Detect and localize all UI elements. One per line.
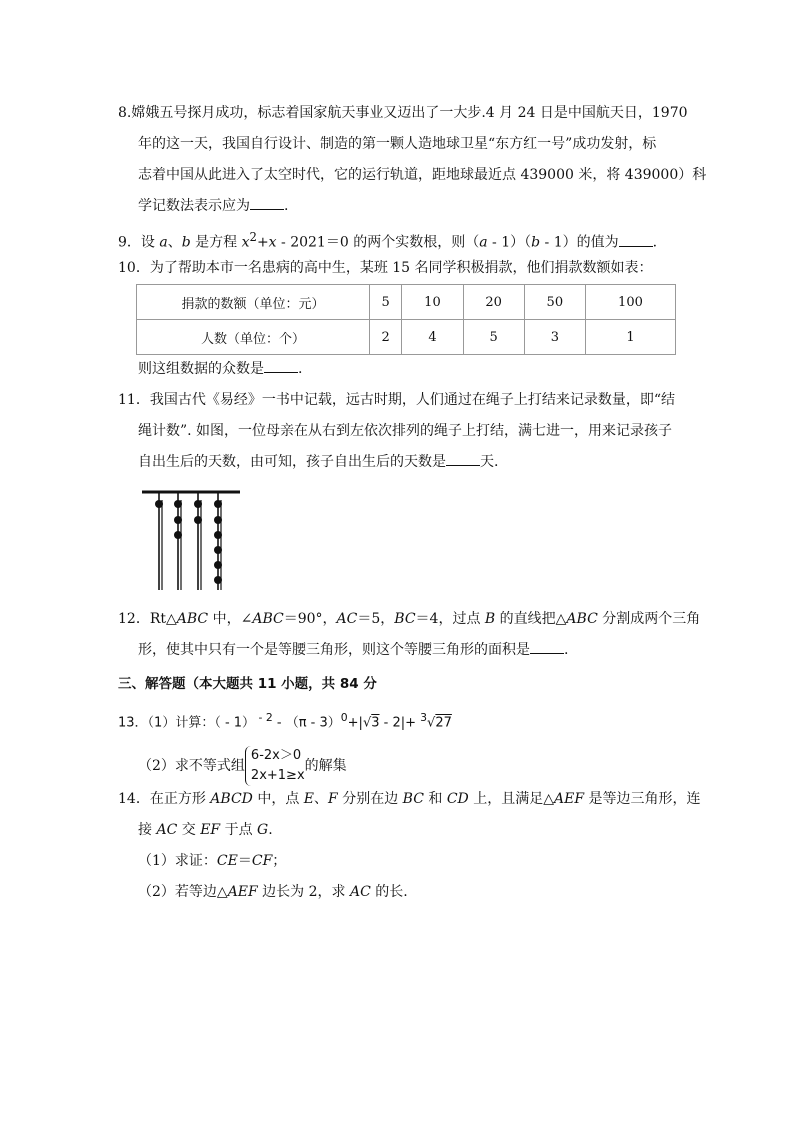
table-header-cell: 人数（单位：个） xyxy=(137,320,370,355)
q14-text: 接 xyxy=(138,822,157,838)
answer-blank xyxy=(264,360,298,373)
q12-text: 分割成两个三角 xyxy=(597,611,701,627)
q13-part1-label: （1）计算： xyxy=(147,715,215,731)
q14-text: 中，点 xyxy=(252,791,304,807)
knot xyxy=(214,576,222,584)
var-abc: ABC xyxy=(566,611,598,627)
var-b: b xyxy=(531,234,541,251)
q12-line-2 xyxy=(118,635,678,666)
q12-number: 12． xyxy=(118,611,150,627)
knot xyxy=(174,500,182,508)
table-cell: 50 xyxy=(524,285,585,320)
q14-text: 边长为 2，求 xyxy=(257,884,350,900)
exponent: 2 xyxy=(249,230,257,244)
var-ac: AC xyxy=(336,611,358,627)
var-a: a xyxy=(159,234,168,251)
radicand: 3 xyxy=(371,715,380,731)
q12-text: 的直线把△ xyxy=(495,611,567,627)
q9-end: . xyxy=(652,234,658,251)
q14-text: ＝ xyxy=(237,853,252,869)
knot xyxy=(214,546,222,554)
q10-end: . xyxy=(298,361,303,377)
var-aef: AEF xyxy=(227,884,258,900)
q10-text: 为了帮助本市一名患病的高中生，某班 15 名同学积极捐款，他们捐款数额如表： xyxy=(149,260,653,276)
q8-line-1 xyxy=(118,98,688,129)
var-x: x xyxy=(241,234,250,251)
knot xyxy=(214,500,222,508)
knot xyxy=(174,531,182,539)
q12-text: 中，∠ xyxy=(208,611,253,627)
q14-text: 是等边三角形，连 xyxy=(584,791,701,807)
q12-text: ＝90°， xyxy=(283,611,337,627)
q8-text-1: 嫦娥五号探月成功，标志着国家航天事业又迈出了一大步.4 月 24 日是中国航天日，1970 xyxy=(131,105,688,121)
q14-text: 、 xyxy=(314,791,329,807)
var-aef: AEF xyxy=(553,791,585,807)
q14-text: 的长. xyxy=(370,884,408,900)
q8-line-4 xyxy=(118,191,678,222)
q14-number: 14． xyxy=(118,791,150,807)
knot-rope-figure xyxy=(140,486,244,594)
q8-end: . xyxy=(284,198,289,214)
var-f: F xyxy=(328,791,338,807)
q12-end: . xyxy=(564,642,569,658)
knot xyxy=(214,531,222,539)
q14-text: 于点 xyxy=(220,822,258,838)
section-heading: 三、解答题（本大题共 11 小题，共 84 分 xyxy=(118,676,377,692)
donation-table xyxy=(136,284,676,355)
q14-text: 上，且满足△ xyxy=(468,791,554,807)
q9-number: 9． xyxy=(118,234,141,251)
q14-text: 在正方形 xyxy=(149,791,211,807)
var-ce: CE xyxy=(216,853,238,869)
q9-text: - 1）的值为 xyxy=(540,234,619,251)
var-g: G xyxy=(257,822,269,838)
table-cell: 20 xyxy=(463,285,524,320)
var-ef: EF xyxy=(200,822,221,838)
table-cell: 2 xyxy=(370,320,402,355)
q14-text: 和 xyxy=(423,791,447,807)
table-cell: 1 xyxy=(585,320,675,355)
exponent: - 2 xyxy=(255,711,273,724)
knot xyxy=(174,516,182,524)
exponent: 0 xyxy=(340,711,348,724)
q11-text-1: 我国古代《易经》一书中记载，远古时期，人们通过在绳子上打结来记录数量，即“结 xyxy=(149,392,675,408)
var-b: B xyxy=(484,611,496,627)
knot xyxy=(194,516,202,524)
q13-part2-label: （2）求不等式组 xyxy=(138,758,245,775)
var-x: x xyxy=(268,234,277,251)
q14-text: （1）求证： xyxy=(138,853,217,869)
q14-text: 分别在边 xyxy=(337,791,403,807)
q14-text: 交 xyxy=(177,822,201,838)
q8-line-3: 志着中国从此进入了太空时代，它的运行轨道，距地球最近点 439000 米，将 439000）科 xyxy=(138,167,707,183)
answer-blank xyxy=(446,453,480,466)
table-cell: 100 xyxy=(585,285,675,320)
radicand: 27 xyxy=(435,715,452,731)
var-ac: AC xyxy=(156,822,178,838)
q14-text: . xyxy=(268,822,273,838)
inequality-1: 6-2x＞0 xyxy=(250,748,302,764)
q8-text-4: 学记数法表示应为 xyxy=(138,198,250,214)
var-e: E xyxy=(303,791,315,807)
knot xyxy=(214,516,222,524)
q9-text: - 2021＝0 的两个实数根，则（ xyxy=(276,234,480,251)
expr: （ - 1） xyxy=(214,715,256,731)
q11-line-3 xyxy=(118,447,678,478)
question-10 xyxy=(118,253,678,284)
var-abc: ABC xyxy=(252,611,284,627)
question-11 xyxy=(118,385,678,478)
var-abcd: ABCD xyxy=(210,791,253,807)
q14-text: ； xyxy=(272,853,287,869)
answer-blank xyxy=(250,197,284,210)
question-12 xyxy=(118,604,701,666)
expr: +| xyxy=(347,715,363,731)
q12-text: ＝4，过点 xyxy=(415,611,485,627)
question-14 xyxy=(118,784,701,908)
var-bc: BC xyxy=(402,791,424,807)
q11-line-1 xyxy=(118,385,678,416)
table-cell: 4 xyxy=(402,320,463,355)
q10-after-text: 则这组数据的众数是 xyxy=(138,361,264,377)
q14-part-2 xyxy=(118,877,678,908)
q12-line-1 xyxy=(118,604,701,635)
q13-line-1 xyxy=(118,702,678,738)
q14-part-1 xyxy=(118,846,678,877)
table-cell: 5 xyxy=(370,285,402,320)
q11-text-3: 自出生后的天数，由可知，孩子自出生后的天数是 xyxy=(138,454,446,470)
knot xyxy=(155,500,163,508)
q14-line-1 xyxy=(118,784,701,815)
answer-blank xyxy=(619,234,653,247)
inequality-system xyxy=(245,746,305,786)
q10-number: 10． xyxy=(118,260,150,276)
q9-text: - 1）（ xyxy=(487,234,532,251)
table-header-cell: 捐款的数额（单位：元） xyxy=(137,285,370,320)
q11-line-2: 绳计数”. 如图，一位母亲在从右到左依次排列的绳子上打结，满七进一，用来记录孩子 xyxy=(138,423,673,439)
table-cell: 5 xyxy=(463,320,524,355)
var-a: a xyxy=(479,234,488,251)
q9-text: 、 xyxy=(167,234,182,251)
expr: - （π - 3） xyxy=(272,715,341,731)
q8-number: 8. xyxy=(118,105,132,121)
answer-blank xyxy=(530,641,564,654)
q10-after xyxy=(138,354,698,385)
table-row xyxy=(137,320,676,355)
q9-text: + xyxy=(256,234,269,251)
q13-part2-after: 的解集 xyxy=(304,758,347,775)
q13-number: 13． xyxy=(118,715,148,731)
q11-end: 天. xyxy=(480,454,499,470)
cube-root-sign: √ xyxy=(427,715,436,731)
table-row xyxy=(137,285,676,320)
q13-line-2 xyxy=(118,744,678,788)
question-8 xyxy=(118,98,707,222)
var-b: b xyxy=(181,234,191,251)
q14-text: （2）若等边△ xyxy=(138,884,228,900)
q12-text-2: 形，使其中只有一个是等腰三角形，则这个等腰三角形的面积是 xyxy=(138,642,530,658)
knot xyxy=(214,561,222,569)
knot xyxy=(194,500,202,508)
expr: - 2|+ xyxy=(379,715,421,731)
q9-text: 设 xyxy=(140,234,160,251)
q12-text: Rt△ xyxy=(149,611,177,627)
inequality-2: 2x+1≥x xyxy=(250,768,305,784)
var-abc: ABC xyxy=(176,611,209,627)
var-bc: BC xyxy=(394,611,416,627)
question-13 xyxy=(118,702,678,788)
sqrt-sign: √ xyxy=(362,715,372,731)
var-cf: CF xyxy=(251,853,273,869)
root-index: 3 xyxy=(420,711,428,724)
var-cd: CD xyxy=(446,791,469,807)
table-cell: 10 xyxy=(402,285,463,320)
q8-line-2: 年的这一天，我国自行设计、制造的第一颗人造地球卫星“东方红一号”成功发射，标 xyxy=(138,136,657,152)
q11-number: 11． xyxy=(118,392,150,408)
q9-text: 是方程 xyxy=(190,234,242,251)
q14-line-2 xyxy=(118,815,678,846)
table-cell: 3 xyxy=(524,320,585,355)
q12-text: ＝5， xyxy=(357,611,395,627)
var-ac: AC xyxy=(350,884,371,900)
